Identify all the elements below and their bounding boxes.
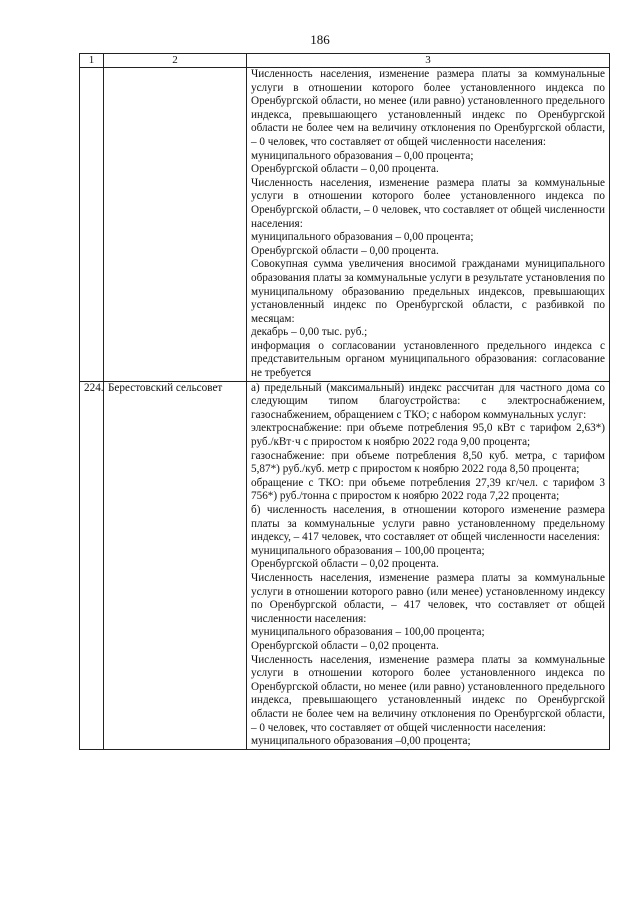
row-content bbox=[247, 68, 610, 382]
content-paragraph: муниципального образования – 100,00 процента; bbox=[251, 544, 485, 557]
row-number bbox=[80, 68, 104, 382]
document-table bbox=[79, 53, 610, 750]
table-header-row bbox=[80, 54, 610, 68]
row-content bbox=[247, 381, 610, 749]
content-paragraph: Оренбургской области – 0,00 процента. bbox=[251, 163, 439, 176]
row-number: 224. bbox=[80, 381, 104, 749]
content-paragraph: Совокупная сумма увеличения вносимой гражданами муниципального образования платы за коммунальные услуги в результате установления по муниципальному образованию предельных индексов, превышающих установленный индекс по Оренбургской области, с разбивкой по месяцам: bbox=[251, 258, 605, 325]
page-number: 186 bbox=[310, 32, 330, 47]
content-paragraph: электроснабжение: при объеме потребления 95,0 кВт с тарифом 2,63*) руб./кВт·ч с приростом к ноябрю 2022 года 9,00 процента; bbox=[251, 422, 605, 449]
content-paragraph: муниципального образования –0,00 процента; bbox=[251, 735, 471, 748]
content-paragraph: Оренбургской области – 0,02 процента. bbox=[251, 558, 439, 571]
municipality-name bbox=[104, 68, 247, 382]
table-row bbox=[80, 381, 610, 749]
content-paragraph: Оренбургской области – 0,02 процента. bbox=[251, 639, 439, 652]
content-paragraph: Численность населения, изменение размера платы за коммунальные услуги в отношении которого более установленного индекса по Оренбургской области, но менее (или равно) установленного предельного индекса, превышающего установленный индекс по Оренбургской области не более чем на величину отклонения по Оренбургской области, – 0 человек, что составляет от общей численности населения: bbox=[251, 653, 605, 734]
content-paragraph: декабрь – 0,00 тыс. руб.; bbox=[251, 326, 368, 339]
table-row bbox=[80, 68, 610, 382]
content-paragraph: а) предельный (максимальный) индекс рассчитан для частного дома со следующим типом благоустройства: с электроснабжением, газоснабжением, обращением с ТКО; с набором коммунальных услуг: bbox=[251, 381, 605, 421]
content-paragraph: Численность населения, изменение размера платы за коммунальные услуги в отношении которого более установленного индекса по Оренбургской области, но менее (или равно) установленного предельного индекса, превышающего установленный индекс по Оренбургской области не более чем на величину отклонения по Оренбургской области, – 0 человек, что составляет от общей численности населения: bbox=[251, 68, 605, 148]
municipality-name: Берестовский сельсовет bbox=[104, 381, 247, 749]
content-paragraph: газоснабжение: при объеме потребления 8,50 куб. метра, с тарифом 5,87*) руб./куб. метр с приростом к ноябрю 2022 года 8,50 процента; bbox=[251, 449, 605, 476]
content-paragraph: обращение с ТКО: при объеме потребления 27,39 кг/чел. с тарифом 3 756*) руб./тонна с приростом к ноябрю 2022 года 7,22 процента; bbox=[251, 476, 605, 503]
content-paragraph: Оренбургской области – 0,00 процента. bbox=[251, 244, 439, 257]
content-paragraph: информация о согласовании установленного предельного индекса с представительным органом муниципального образования: согласование не требуется bbox=[251, 339, 605, 380]
content-paragraph: б) численность населения, в отношении которого изменение размера платы за коммунальные услуги равно установленному предельному индексу, – 417 человек, что составляет от общей численности населения: bbox=[251, 504, 605, 544]
content-paragraph: Численность населения, изменение размера платы за коммунальные услуги в отношении которого равно (или менее) установленному индексу по Оренбургской области, – 417 человек, что составляет от общей численности населения: bbox=[251, 571, 605, 625]
column-header-1: 1 bbox=[80, 54, 104, 68]
content-paragraph: муниципального образования – 100,00 процента; bbox=[251, 626, 485, 639]
column-header-2: 2 bbox=[104, 54, 247, 68]
content-paragraph: муниципального образования – 0,00 процента; bbox=[251, 231, 474, 244]
content-paragraph: Численность населения, изменение размера платы за коммунальные услуги в отношении которого более установленного индекса по Оренбургской области, – 0 человек, что составляет от общей численности населения: bbox=[251, 176, 605, 230]
column-header-3: 3 bbox=[247, 54, 610, 68]
content-paragraph: муниципального образования – 0,00 процента; bbox=[251, 149, 474, 162]
